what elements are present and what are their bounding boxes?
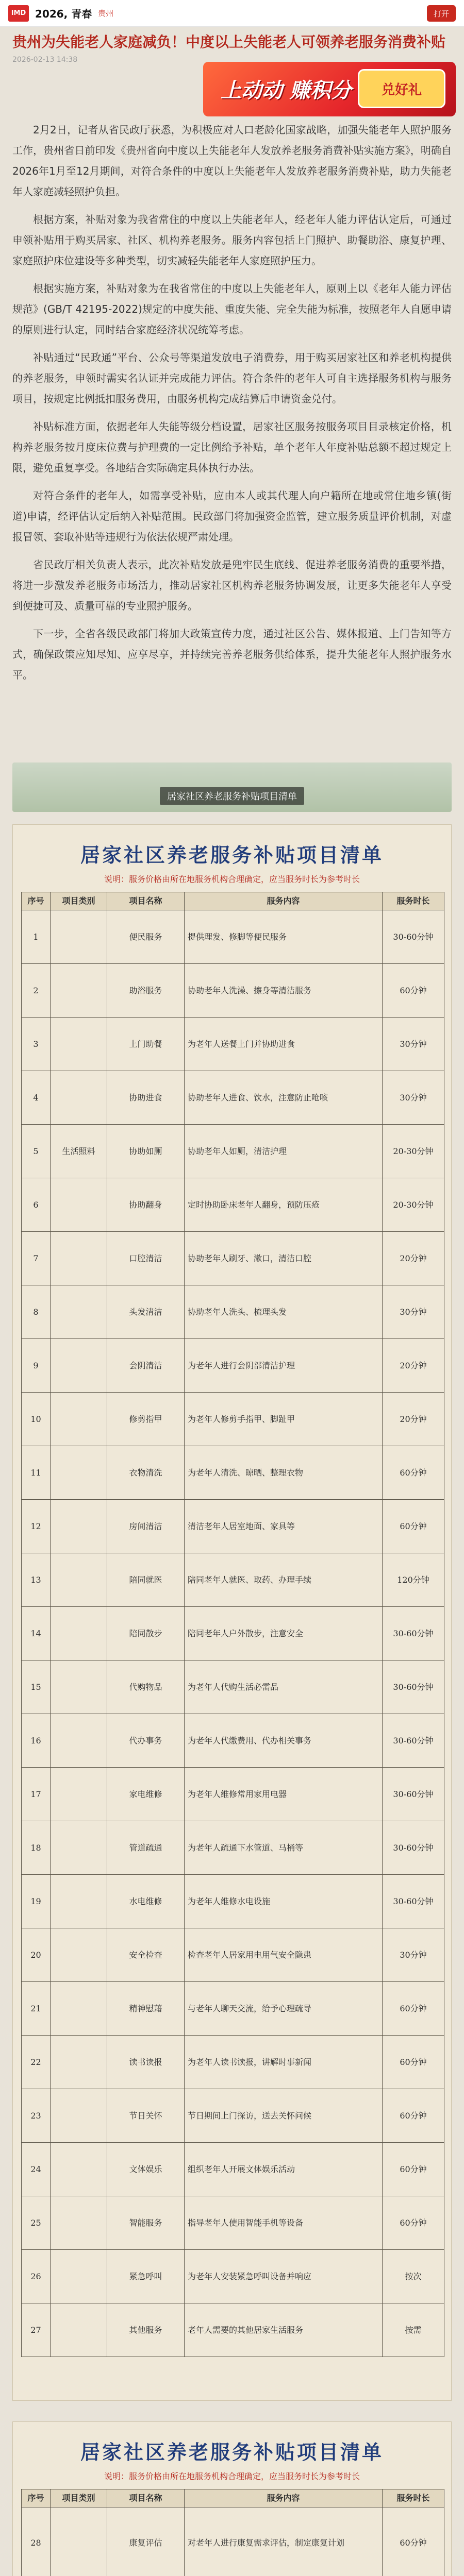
table-row [22,1232,444,1285]
table-row [22,1928,444,1982]
category-cell [51,2196,107,2250]
item-name-cell: 房间清洁 [107,1500,185,1553]
top-bar [0,0,464,27]
table-row [22,1768,444,1821]
column-header: 服务内容 [185,2489,383,2507]
item-name-cell: 管道疏通 [107,1821,185,1875]
category-cell [51,1875,107,1928]
paragraph: 补贴标准方面，依据老年人失能等级分档设置，居家社区服务按服务项目目录核定价格，机构养老服务按月度床位费与护理费的一定比例给予补贴，单个老年人年度补贴总额不超过规定上限，避免重复享受。各地结合实际确定具体执行办法。 [12,420,452,474]
content-cell: 指导老年人使用智能手机等设备 [185,2196,383,2250]
item-name-cell: 代办事务 [107,1714,185,1768]
content-cell: 为老年人进行会阴部清洁护理 [185,1339,383,1393]
category-cell [51,964,107,1018]
table-row [22,910,444,964]
article-title: 贵州为失能老人家庭减负！中度以上失能老人可领养老服务消费补贴 [12,33,446,50]
content-cell: 为老年人维修水电设施 [185,1875,383,1928]
item-name-cell: 头发清洁 [107,1285,185,1339]
paragraph: 根据实施方案，补贴对象为在我省常住的中度以上失能老年人，原则上以《老年人能力评估规范》(GB/T 42195-2022)规定的中度失能、重度失能、完全失能为标准，按照老年人自愿申请的原则进行认定，同时结合家庭经济状况统筹考虑。 [12,282,452,336]
row-index: 11 [22,1446,51,1500]
item-name-cell: 节日关怀 [107,2089,185,2143]
item-name-cell: 陪同散步 [107,1607,185,1660]
table-row [22,1018,444,1071]
item-name-cell: 安全检查 [107,1928,185,1982]
row-index: 10 [22,1393,51,1446]
content-cell: 协助老年人进食、饮水，注意防止呛咳 [185,1071,383,1125]
category-cell [51,2089,107,2143]
category-cell [51,1821,107,1875]
content-cell: 组织老年人开展文体娱乐活动 [185,2143,383,2196]
row-index: 26 [22,2250,51,2303]
category-cell [51,1178,107,1232]
table-row [22,1982,444,2036]
category-cell [51,1232,107,1285]
row-index: 9 [22,1339,51,1393]
paragraph: 根据方案，补贴对象为我省常住的中度以上失能老年人，经老年人能力评估认定后，可通过申领补贴用于购买居家、社区、机构养老服务。服务内容包括上门照护、助餐助浴、康复护理、家庭照护床位建设等多种类型，切实减轻失能老年人家庭照护压力。 [12,213,452,267]
category-cell [51,1553,107,1607]
duration-cell: 30-60分钟 [383,1660,444,1714]
row-index: 16 [22,1714,51,1768]
content-cell: 对老年人进行康复需求评估，制定康复计划 [185,2507,383,2576]
banner-badge: 兑好礼 [358,69,445,108]
item-name-cell: 康复评估 [107,2507,185,2576]
row-index: 2 [22,964,51,1018]
duration-cell: 30分钟 [383,1071,444,1125]
duration-cell: 30-60分钟 [383,1607,444,1660]
duration-cell: 30-60分钟 [383,1714,444,1768]
row-index: 3 [22,1018,51,1071]
item-name-cell: 智能服务 [107,2196,185,2250]
table-row [22,1660,444,1714]
sheet-title: 居家社区养老服务补贴项目清单 [80,2441,384,2464]
table-row [22,1821,444,1875]
paragraph: 2月2日，记者从省民政厅获悉，为积极应对人口老龄化国家战略，加强失能老年人照护服务工作，贵州省日前印发《贵州省向中度以上失能老年人发放养老服务消费补贴实施方案》，明确自2026年1月至12月期间，对符合条件的中度以上失能老年人发放养老服务消费补贴，助力失能老年人家庭减轻照护负担。 [12,124,452,198]
item-name-cell: 家电维修 [107,1768,185,1821]
table-row [22,1446,444,1500]
item-name-cell: 陪同就医 [107,1553,185,1607]
table-row [22,1875,444,1928]
item-name-cell: 精神慰藉 [107,1982,185,2036]
item-name-cell: 协助进食 [107,1071,185,1125]
category-cell [51,2507,107,2576]
column-header: 项目类别 [51,2489,107,2507]
item-name-cell: 衣物清洗 [107,1446,185,1500]
duration-cell: 30-60分钟 [383,1768,444,1821]
duration-cell: 30-60分钟 [383,1875,444,1928]
table-row [22,964,444,1018]
service-table [21,2489,444,2576]
row-index: 24 [22,2143,51,2196]
content-cell: 为老年人代缴费用、代办相关事务 [185,1714,383,1768]
item-name-cell: 水电维修 [107,1875,185,1928]
table-row [22,2250,444,2303]
duration-cell: 60分钟 [383,2196,444,2250]
table-row [22,1071,444,1125]
content-cell: 为老年人清洗、晾晒、整理衣物 [185,1446,383,1500]
row-index: 27 [22,2303,51,2357]
row-index: 19 [22,1875,51,1928]
table-row [22,1714,444,1768]
row-index: 28 [22,2507,51,2576]
article-body [12,120,452,692]
column-header: 序号 [22,892,51,910]
item-name-cell: 文体娱乐 [107,2143,185,2196]
table-row [22,2507,444,2576]
duration-cell: 60分钟 [383,2507,444,2576]
category-cell [51,2250,107,2303]
content-cell: 陪同老年人就医、取药、办理手续 [185,1553,383,1607]
content-cell: 清洁老年人居室地面、家具等 [185,1500,383,1553]
content-cell: 为老年人疏通下水管道、马桶等 [185,1821,383,1875]
content-cell: 检查老年人居家用电用气安全隐患 [185,1928,383,1982]
category-cell [51,1928,107,1982]
row-index: 18 [22,1821,51,1875]
duration-cell: 60分钟 [383,1446,444,1500]
duration-cell: 30-60分钟 [383,910,444,964]
item-name-cell: 便民服务 [107,910,185,964]
row-index: 6 [22,1178,51,1232]
column-header: 服务时长 [383,2489,444,2507]
row-index: 1 [22,910,51,964]
paragraph: 下一步，全省各级民政部门将加大政策宣传力度，通过社区公告、媒体报道、上门告知等方式，确保政策应知尽知、应享尽享，并持续完善养老服务供给体系，提升失能老年人照护服务水平。 [12,628,452,681]
category-cell [51,1071,107,1125]
row-index: 12 [22,1500,51,1553]
app-logo[interactable]: IMD [8,5,29,22]
content-cell: 为老年人代购生活必需品 [185,1660,383,1714]
row-index: 8 [22,1285,51,1339]
duration-cell: 20分钟 [383,1232,444,1285]
content-cell: 为老年人读书读报，讲解时事新闻 [185,2036,383,2089]
row-index: 20 [22,1928,51,1982]
row-index: 4 [22,1071,51,1125]
duration-cell: 20分钟 [383,1339,444,1393]
duration-cell: 60分钟 [383,2036,444,2089]
photo-strip [12,762,452,812]
table-row [22,2143,444,2196]
table-row [22,1285,444,1339]
duration-cell: 60分钟 [383,1500,444,1553]
category-cell [51,1982,107,2036]
item-name-cell: 读书读报 [107,2036,185,2089]
category-cell [51,2036,107,2089]
service-list-sheet-2 [12,2421,452,2576]
category-cell [51,1285,107,1339]
item-name-cell: 协助如厕 [107,1125,185,1178]
item-name-cell: 口腔清洁 [107,1232,185,1285]
row-index: 5 [22,1125,51,1178]
category-cell [51,1768,107,1821]
duration-cell: 60分钟 [383,964,444,1018]
column-header: 项目类别 [51,892,107,910]
item-name-cell: 代购物品 [107,1660,185,1714]
duration-cell: 20分钟 [383,1393,444,1446]
content-cell: 协助老年人刷牙、漱口，清洁口腔 [185,1232,383,1285]
duration-cell: 30-60分钟 [383,1821,444,1875]
duration-cell: 按需 [383,2303,444,2357]
content-cell: 为老年人送餐上门并协助进食 [185,1018,383,1071]
content-cell: 协助老年人洗澡、擦身等清洁服务 [185,964,383,1018]
content-cell: 协助老年人如厕，清洁护理 [185,1125,383,1178]
content-cell: 节日期间上门探访，送去关怀问候 [185,2089,383,2143]
header-region-label: 贵州 [98,9,114,18]
service-table [21,892,444,2357]
item-name-cell: 紧急呼叫 [107,2250,185,2303]
item-name-cell: 其他服务 [107,2303,185,2357]
column-header: 序号 [22,2489,51,2507]
category-cell [51,2143,107,2196]
category-cell [51,1339,107,1393]
category-cell [51,1607,107,1660]
publish-time: 2026-02-13 14:38 [12,56,78,64]
duration-cell: 60分钟 [383,1982,444,2036]
item-name-cell: 协助翻身 [107,1178,185,1232]
content-cell: 为老年人修剪手指甲、脚趾甲 [185,1393,383,1446]
content-cell: 定时协助卧床老年人翻身，预防压疮 [185,1178,383,1232]
promo-banner[interactable] [203,62,456,116]
paragraph: 对符合条件的老年人，如需享受补贴，应由本人或其代理人向户籍所在地或常住地乡镇(街道)申请，经评估认定后纳入补贴范围。民政部门将加强资金监管，建立服务质量评价机制，对虚报冒领、套取补贴等违规行为依法依规严肃处理。 [12,489,452,543]
category-cell [51,1018,107,1071]
duration-cell: 120分钟 [383,1553,444,1607]
content-cell: 为老年人维修常用家用电器 [185,1768,383,1821]
column-header: 项目名称 [107,2489,185,2507]
photo-caption: 居家社区养老服务补贴项目清单 [160,787,304,805]
category-cell: 生活照料 [51,1125,107,1178]
content-cell: 提供理发、修脚等便民服务 [185,910,383,964]
duration-cell: 20-30分钟 [383,1125,444,1178]
table-row [22,1393,444,1446]
duration-cell: 60分钟 [383,2089,444,2143]
content-cell: 协助老年人洗头、梳理头发 [185,1285,383,1339]
table-row [22,1339,444,1393]
item-name-cell: 上门助餐 [107,1018,185,1071]
table-row [22,1178,444,1232]
table-row [22,2036,444,2089]
item-name-cell: 修剪指甲 [107,1393,185,1446]
row-index: 15 [22,1660,51,1714]
item-name-cell: 会阴清洁 [107,1339,185,1393]
row-index: 25 [22,2196,51,2250]
table-row [22,1607,444,1660]
column-header: 项目名称 [107,892,185,910]
row-index: 22 [22,2036,51,2089]
category-cell [51,1714,107,1768]
category-cell [51,1660,107,1714]
category-cell [51,2303,107,2357]
content-cell: 老年人需要的其他居家生活服务 [185,2303,383,2357]
row-index: 14 [22,1607,51,1660]
sheet-title: 居家社区养老服务补贴项目清单 [80,843,384,867]
table-row [22,2196,444,2250]
row-index: 7 [22,1232,51,1285]
column-header: 服务内容 [185,892,383,910]
content-cell: 陪同老年人户外散步，注意安全 [185,1607,383,1660]
banner-title: 上动动 赚积分 [221,79,352,103]
content-cell: 与老年人聊天交流，给予心理疏导 [185,1982,383,2036]
table-row [22,2089,444,2143]
duration-cell: 30分钟 [383,1018,444,1071]
sheet-note: 说明：服务价格由所在地服务机构合理确定，应当服务时长为参考时长 [104,874,360,884]
row-index: 17 [22,1768,51,1821]
row-index: 13 [22,1553,51,1607]
category-cell [51,1393,107,1446]
row-index: 23 [22,2089,51,2143]
table-row [22,1500,444,1553]
service-list-sheet-1 [12,824,452,2401]
paragraph: 补贴通过“民政通”平台、公众号等渠道发放电子消费券，用于购买居家社区和养老机构提供的养老服务，申领时需实名认证并完成能力评估。符合条件的老年人可自主选择服务机构与服务项目，按规定比例抵扣服务费用，由服务机构完成结算后申请资金兑付。 [12,351,452,405]
item-name-cell: 助浴服务 [107,964,185,1018]
duration-cell: 按次 [383,2250,444,2303]
table-row [22,1553,444,1607]
open-app-button[interactable]: 打开 [427,5,456,22]
paragraph: 省民政厅相关负责人表示，此次补贴发放是兜牢民生底线、促进养老服务消费的重要举措，将进一步激发养老服务市场活力，推动居家社区机构养老服务协调发展，让更多失能老年人享受到便捷可及、质量可靠的专业照护服务。 [12,558,452,612]
category-cell [51,910,107,964]
column-header: 服务时长 [383,892,444,910]
category-cell [51,1446,107,1500]
header-date-label: 2026, 青春 [35,8,92,20]
table-row [22,1125,444,1178]
category-cell [51,1500,107,1553]
content-cell: 为老年人安装紧急呼叫设备并响应 [185,2250,383,2303]
duration-cell: 30分钟 [383,1285,444,1339]
duration-cell: 60分钟 [383,2143,444,2196]
table-row [22,2303,444,2357]
duration-cell: 20-30分钟 [383,1178,444,1232]
sheet-note: 说明：服务价格由所在地服务机构合理确定，应当服务时长为参考时长 [104,2471,360,2481]
row-index: 21 [22,1982,51,2036]
duration-cell: 30分钟 [383,1928,444,1982]
